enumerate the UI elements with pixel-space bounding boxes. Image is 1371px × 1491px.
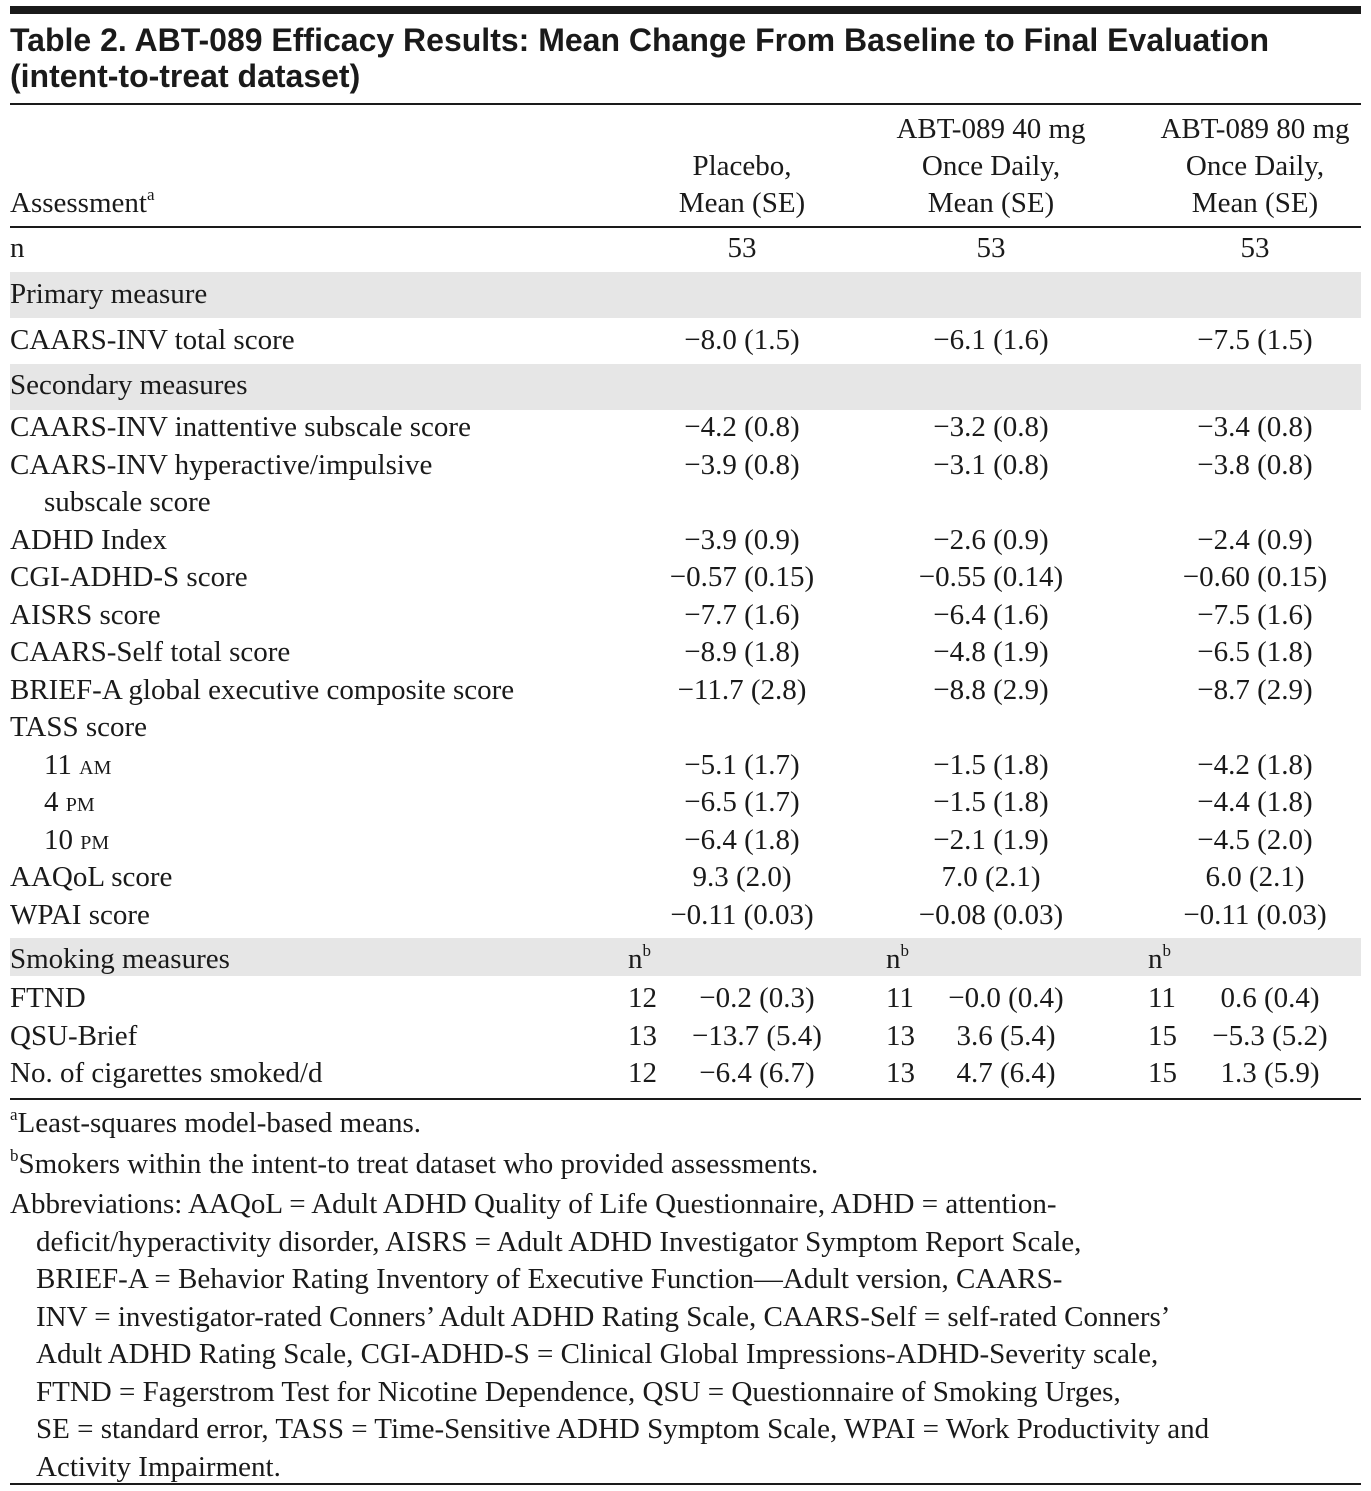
row-value: −3.8 (0.8): [1197, 449, 1313, 481]
row-value: −5.3 (5.2): [1212, 1020, 1328, 1052]
header-placebo-line2: Mean (SE): [678, 187, 806, 219]
row-n: 15: [1148, 1020, 1177, 1052]
n-row-40mg: 53: [976, 232, 1006, 264]
row-value: 0.6 (0.4): [1220, 982, 1320, 1014]
footnote-abbrev-3: BRIEF-A = Behavior Rating Inventory of Executive Function—Adult version, CAARS-: [36, 1263, 1063, 1295]
row-label: 4 pm: [44, 786, 95, 818]
row-n: 11: [886, 982, 914, 1014]
bottom-rule: [10, 1483, 1361, 1485]
row-label: CGI-ADHD-S score: [10, 561, 248, 593]
footnote-abbrev-5: Adult ADHD Rating Scale, CGI-ADHD-S = Clinical Global Impressions-ADHD-Severity scale,: [36, 1338, 1159, 1370]
header-80mg-line2: Once Daily,: [1185, 150, 1325, 182]
row-label: No. of cigarettes smoked/d: [10, 1057, 323, 1089]
smoking-n-header-placebo: $n^b$: [628, 941, 651, 975]
row-value: 7.0 (2.1): [941, 861, 1041, 893]
header-80mg-line3: Mean (SE): [1191, 187, 1319, 219]
header-40mg-line1: ABT-089 40 mg: [896, 113, 1086, 145]
row-value: −3.4 (0.8): [1197, 411, 1313, 443]
row-value: −0.08 (0.03): [918, 899, 1064, 931]
row-value: −4.8 (1.9): [933, 636, 1049, 668]
row-label: CAARS-Self total score: [10, 636, 291, 668]
row-label: TASS score: [10, 711, 148, 743]
row-value: −3.9 (0.8): [684, 449, 800, 481]
row-value: −0.11 (0.03): [1183, 899, 1327, 931]
row-value: 4.7 (6.4): [956, 1057, 1056, 1089]
row-n: 12: [628, 982, 657, 1014]
section-smoking: Smoking measures: [10, 943, 230, 975]
n-row-label: n: [10, 232, 25, 264]
row-n: 15: [1148, 1057, 1177, 1089]
row-label: QSU-Brief: [10, 1020, 138, 1052]
row-value: −0.0 (0.4): [948, 982, 1064, 1014]
row-value: −0.55 (0.14): [918, 561, 1064, 593]
header-40mg-line3: Mean (SE): [927, 187, 1055, 219]
section-primary: Primary measure: [10, 278, 208, 310]
row-label: CAARS-INV total score: [10, 324, 295, 356]
row-value: −0.60 (0.15): [1182, 561, 1328, 593]
row-value: −8.7 (2.9): [1197, 674, 1313, 706]
row-value: −4.5 (2.0): [1197, 824, 1313, 856]
row-value: −8.0 (1.5): [684, 324, 800, 356]
row-value: 6.0 (2.1): [1205, 861, 1305, 893]
row-value: −7.7 (1.6): [684, 599, 800, 631]
row-label: 11 am: [44, 749, 112, 781]
n-row-80mg: 53: [1240, 232, 1270, 264]
table-bottom-rule: [10, 1098, 1361, 1100]
row-n: 13: [886, 1020, 915, 1052]
row-value: −0.57 (0.15): [669, 561, 815, 593]
row-value: −6.4 (1.8): [684, 824, 800, 856]
smoking-n-header-80mg: $n^b$: [1148, 941, 1171, 975]
row-value: −2.6 (0.9): [933, 524, 1049, 556]
row-label: AAQoL score: [10, 861, 173, 893]
table-title: Table 2. ABT-089 Efficacy Results: Mean Change From Baseline to Final Evaluation (intent-to-treat dataset): [10, 22, 1269, 94]
footnotes: [10, 1105, 1361, 1486]
row-n: 13: [628, 1020, 657, 1052]
smoking-n-header-40mg: $n^b$: [886, 941, 909, 975]
row-label-continued: subscale score: [44, 486, 211, 518]
footnote-b: $^b$Smokers within the intent-to treat dataset who provided assessments.: [10, 1145, 819, 1180]
row-value: −6.4 (6.7): [699, 1057, 815, 1089]
header-80mg-line1: ABT-089 80 mg: [1160, 113, 1350, 145]
row-label: ADHD Index: [10, 524, 168, 556]
row-value: −8.8 (2.9): [933, 674, 1049, 706]
row-value: 3.6 (5.4): [956, 1020, 1056, 1052]
header-40mg-line2: Once Daily,: [921, 150, 1061, 182]
row-value: −4.2 (1.8): [1197, 749, 1313, 781]
title-rule: [10, 103, 1361, 105]
row-value: −7.5 (1.6): [1197, 599, 1313, 631]
row-value: −0.11 (0.03): [670, 899, 814, 931]
row-value: −6.5 (1.8): [1197, 636, 1313, 668]
section-secondary: Secondary measures: [10, 369, 248, 401]
row-value: −6.1 (1.6): [933, 324, 1049, 356]
row-label: BRIEF-A global executive composite score: [10, 674, 515, 706]
footnote-abbrev-6: FTND = Fagerstrom Test for Nicotine Dependence, QSU = Questionnaire of Smoking Urges,: [36, 1375, 1121, 1408]
row-n: 12: [628, 1057, 657, 1089]
row-value: −3.2 (0.8): [933, 411, 1049, 443]
row-value: −0.2 (0.3): [699, 982, 815, 1014]
row-n: 13: [886, 1057, 915, 1089]
row-value: −8.9 (1.8): [684, 636, 800, 668]
row-value: −1.5 (1.8): [933, 786, 1049, 818]
footnote-a: $^a$Least-squares model-based means.: [10, 1105, 421, 1139]
header-rule: [10, 226, 1361, 228]
row-label: CAARS-INV hyperactive/impulsive: [10, 449, 433, 481]
footnote-abbrev-2: deficit/hyperactivity disorder, AISRS = Adult ADHD Investigator Symptom Report Scale,: [36, 1225, 1082, 1258]
row-value: 9.3 (2.0): [692, 861, 792, 893]
header-assessment: Assessment$^a$: [10, 185, 155, 219]
section-band-primary: [10, 272, 1361, 318]
row-value: −2.4 (0.9): [1197, 524, 1313, 556]
header-placebo-line1: Placebo,: [692, 150, 792, 182]
row-value: −11.7 (2.8): [677, 674, 807, 706]
row-value: −6.4 (1.6): [933, 599, 1049, 631]
row-value: −5.1 (1.7): [684, 749, 800, 781]
row-label: AISRS score: [10, 599, 161, 631]
row-label: WPAI score: [10, 899, 150, 931]
row-value: −4.2 (0.8): [684, 411, 800, 443]
row-value: −3.9 (0.9): [684, 524, 800, 556]
footnote-abbrev-8: Activity Impairment.: [36, 1450, 281, 1483]
row-value: −7.5 (1.5): [1197, 324, 1313, 356]
row-value: 1.3 (5.9): [1220, 1057, 1320, 1089]
row-value: −6.5 (1.7): [684, 786, 800, 818]
row-value: −3.1 (0.8): [933, 449, 1049, 481]
row-value: −4.4 (1.8): [1197, 786, 1313, 818]
row-label: 10 pm: [44, 824, 110, 856]
top-thick-rule: [10, 6, 1361, 14]
footnote-abbrev-1: Abbreviations: AAQoL = Adult ADHD Quality of Life Questionnaire, ADHD = attention-: [10, 1188, 1057, 1220]
footnote-abbrev-4: INV = investigator-rated Conners’ Adult ADHD Rating Scale, CAARS-Self = self-rated Conners’: [36, 1300, 1171, 1333]
row-label: CAARS-INV inattentive subscale score: [10, 411, 471, 443]
n-row-placebo: 53: [727, 232, 757, 264]
row-n: 11: [1148, 982, 1176, 1014]
row-value: −13.7 (5.4): [692, 1020, 822, 1052]
row-value: −2.1 (1.9): [933, 824, 1049, 856]
footnote-abbrev-7: SE = standard error, TASS = Time-Sensitive ADHD Symptom Scale, WPAI = Work Productivity and: [36, 1413, 1210, 1445]
row-value: −1.5 (1.8): [933, 749, 1049, 781]
row-label: FTND: [10, 982, 86, 1014]
